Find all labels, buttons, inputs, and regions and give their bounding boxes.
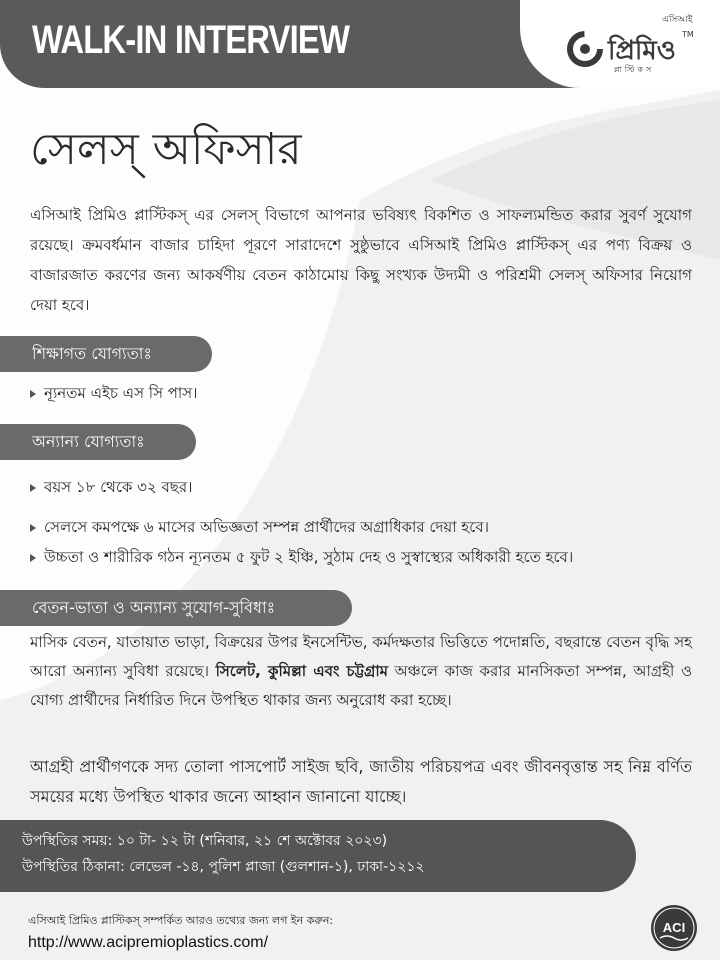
interview-time: উপস্থিতির সময়: ১০ টা- ১২ টা (শনিবার, ২১ শে অক্টোবর ২০২৩) xyxy=(22,833,388,849)
brand-tm: TM xyxy=(682,30,694,39)
bullet-arrow-icon xyxy=(30,390,36,398)
list-item: সেলসে কমপক্ষে ৬ মাসের অভিজ্ঞতা সম্পন্ন প্রার্থীদের অগ্রাধিকার দেয়া হবে। xyxy=(30,516,489,538)
bullet-arrow-icon xyxy=(30,484,36,492)
brand-name: প্রিমিও xyxy=(608,36,676,66)
section-heading-education: শিক্ষাগত যোগ্যতাঃ xyxy=(0,336,212,372)
bullet-arrow-icon xyxy=(30,524,36,532)
section-heading-benefits: বেতন-ভাতা ও অন্যান্য সুযোগ-সুবিধাঃ xyxy=(0,590,352,626)
list-item: উচ্চতা ও শারীরিক গঠন ন্যূনতম ৫ ফুট ২ ইঞ্চি, সুঠাম দেহ ও সুস্বাস্থ্যের অধিকারী হতে হবে। xyxy=(30,546,573,568)
list-item: বয়স ১৮ থেকে ৩২ বছর। xyxy=(30,476,193,498)
job-title: সেলস্ অফিসার xyxy=(30,124,302,175)
call-to-action-paragraph: আগ্রহী প্রার্থীগণকে সদ্য তোলা পাসপোর্ট সাইজ ছবি, জাতীয় পরিচয়পত্র এবং জীবনবৃত্তান্ত সহ নিম্ন বর্ণিত সময়ের মধ্যে উপস্থিত থাকার জন্যে আহ্বান জানানো যাচ্ছে। xyxy=(30,757,692,806)
aci-logo-icon xyxy=(650,904,698,952)
brand-subtitle: প্লাস্টিকস xyxy=(614,65,655,74)
list-item: ন্যূনতম এইচ এস সি পাস। xyxy=(30,382,198,404)
interview-address: উপস্থিতির ঠিকানা: লেভেল -১৪, পুলিশ প্লাজা (গুলশান-১), ঢাকা-১২১২ xyxy=(22,859,425,875)
premio-mark-icon xyxy=(566,30,604,68)
brand-small-text: এসিআই xyxy=(662,15,693,25)
header-title: WALK-IN INTERVIEW xyxy=(32,18,350,62)
intro-paragraph: এসিআই প্রিমিও প্লাস্টিকস্ এর সেলস্ বিভাগে আপনার ভবিষ্যৎ বিকশিত ও সাফল্যমন্ডিত করার সুবর্ণ সুযোগ রয়েছে। ক্রমবর্ধমান বাজার চাহিদা পূরণে সারাদেশে সুষ্ঠুভাবে এসিআই প্রিমিও প্লাস্টিকস্ এর পণ্য বিক্রয় ও বাজারজাত করণের জন্য আকর্ষণীয় বেতন কাঠামোয় কিছু সংখ্যক উদ্যমী ও পরিশ্রমী সেলস্ অফিসার নিয়োগ দেয়া হবে। xyxy=(30,206,692,314)
interview-info-box xyxy=(0,820,636,892)
section-heading-other: অন্যান্য যোগ্যতাঃ xyxy=(0,424,196,460)
bullet-arrow-icon xyxy=(30,554,36,562)
regions-highlight: সিলেট, কুমিল্লা এবং চট্টগ্রাম xyxy=(215,662,389,680)
website-link[interactable]: http://www.acipremioplastics.com/ xyxy=(28,934,269,951)
benefits-paragraph: মাসিক বেতন, যাতায়াত ভাড়া, বিক্রয়ের উপর ইনসেন্টিভ, কর্মদক্ষতার ভিত্তিতে পদোন্নতি, বছরান্তে বেতন বৃদ্ধি সহ আরো অন্যান্য সুবিধা রয়েছে। সিলেট, কুমিল্লা এবং চট্টগ্রাম অঞ্চলে কাজ করার মানসিকতা সম্পন্ন, আগ্রহী ও যোগ্য প্রার্থীদের নির্ধারিত দিনে উপস্থিত থাকার জন্য অনুরোধ করা হচ্ছে। xyxy=(30,633,692,709)
premio-logo xyxy=(566,12,706,78)
footer-text: এসিআই প্রিমিও প্লাস্টিকস্ সম্পর্কিত আরও তথ্যের জন্য লগ ইন করুন: xyxy=(28,914,334,927)
aci-logo-text: ACI xyxy=(662,920,686,935)
